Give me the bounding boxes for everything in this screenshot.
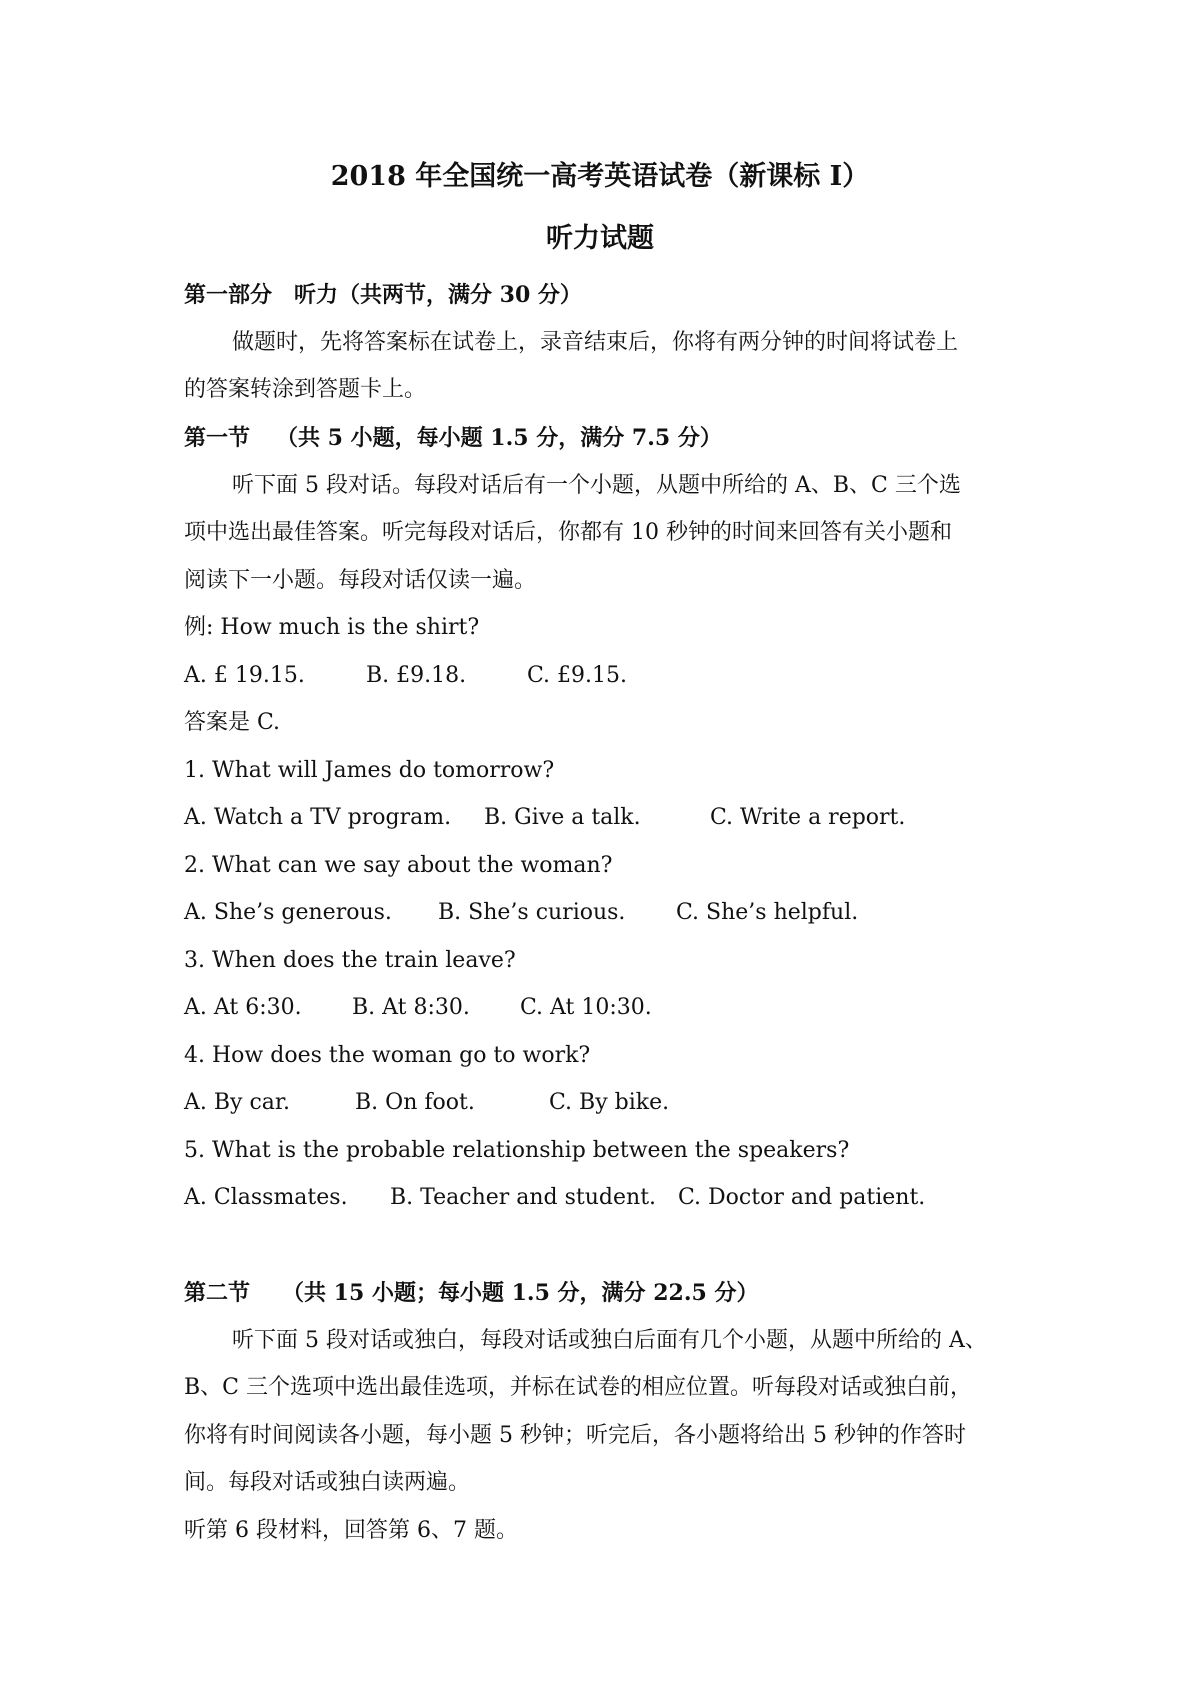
section2-instructions-line4: 间。每段对话或独白读两遍。 [184,1470,471,1495]
section1-heading-label: 第一节 [184,425,251,451]
question-3-option-a: A. At 6:30. [184,995,302,1020]
example-option-c: C. £9.15. [527,663,628,688]
example-answer: 答案是 C. [184,710,281,735]
question-4-option-b: B. On foot. [355,1090,475,1115]
section2-heading-label: 第二节 [184,1280,251,1306]
section2-instructions-line3: 你将有时间阅读各小题，每小题 5 秒钟；听完后，各小题将给出 5 秒钟的作答时 [184,1423,966,1448]
question-3-option-b: B. At 8:30. [352,995,470,1020]
question-3: 3. When does the train leave? [184,948,516,973]
section1-instructions-line3: 阅读下一小题。每段对话仅读一遍。 [184,568,537,593]
question-1-option-a: A. Watch a TV program. [184,805,452,830]
part1-instructions-line2: 的答案转涂到答题卡上。 [184,377,427,402]
section1-instructions-line2: 项中选出最佳答案。听完每段对话后，你都有 10 秒钟的时间来回答有关小题和 [184,520,952,545]
question-1-option-b: B. Give a talk. [484,805,641,830]
question-5: 5. What is the probable relationship between the speakers? [184,1138,850,1163]
question-5-option-b: B. Teacher and student. [390,1185,657,1210]
question-5-option-a: A. Classmates. [184,1185,348,1210]
example-question: 例: How much is the shirt? [184,615,480,640]
example-option-a: A. £ 19.15. [184,663,305,688]
question-2-option-a: A. She’s generous. [184,900,392,925]
question-5-option-c: C. Doctor and patient. [678,1185,926,1210]
section1-instructions-line1: 听下面 5 段对话。每段对话后有一个小题，从题中所给的 A、B、C 三个选 [232,473,961,498]
question-4: 4. How does the woman go to work? [184,1043,591,1068]
question-2-option-c: C. She’s helpful. [676,900,859,925]
document-title: 2018 年全国统一高考英语试卷（新课标 I） [330,161,870,192]
document-subtitle: 听力试题 [546,223,654,254]
question-2-option-b: B. She’s curious. [438,900,626,925]
question-3-option-c: C. At 10:30. [520,995,652,1020]
part1-instructions-line1: 做题时，先将答案标在试卷上，录音结束后，你将有两分钟的时间将试卷上 [232,330,959,355]
question-1: 1. What will James do tomorrow? [184,758,555,783]
example-option-b: B. £9.18. [366,663,467,688]
section2-instructions-line1: 听下面 5 段对话或独白，每段对话或独白后面有几个小题，从题中所给的 A、 [232,1328,987,1353]
question-1-option-c: C. Write a report. [710,805,906,830]
question-4-option-c: C. By bike. [549,1090,670,1115]
section2-instructions-line2: B、C 三个选项中选出最佳选项，并标在试卷的相应位置。听每段对话或独白前， [184,1375,972,1400]
question-4-option-a: A. By car. [184,1090,290,1115]
section1-heading [184,423,722,453]
part1-heading: 第一部分 听力（共两节，满分 30 分） [184,282,582,308]
section2-heading-detail: （共 15 小题；每小题 1.5 分，满分 22.5 分） [282,1280,759,1306]
section2-heading [184,1278,758,1308]
question-2: 2. What can we say about the woman? [184,853,613,878]
material-6-instruction: 听第 6 段材料，回答第 6、7 题。 [184,1518,518,1543]
section1-heading-detail: （共 5 小题，每小题 1.5 分，满分 7.5 分） [276,425,722,451]
